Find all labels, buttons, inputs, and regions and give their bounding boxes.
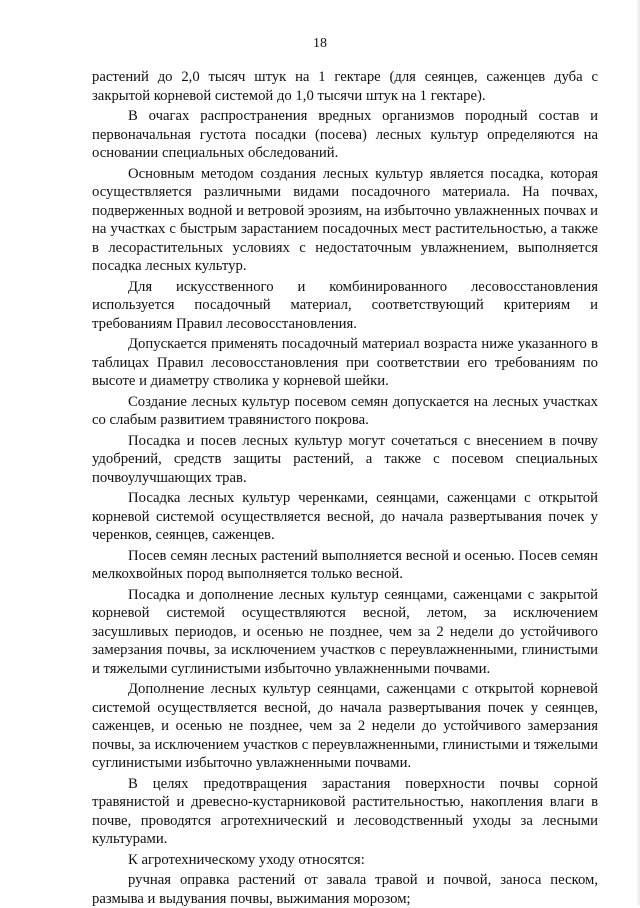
paragraph: Посев семян лесных растений выполняется весной и осенью. Посев семян мелкохвойных пород выполняется только весной. (92, 547, 598, 582)
paragraph: ручная оправка растений от завала травой и почвой, заноса песком, размыва и выдувания почвы, выжимания морозом; (92, 872, 598, 907)
page-number: 18 (313, 36, 327, 51)
paragraph: К агротехническому уходу относятся: (128, 851, 365, 868)
document-body (92, 68, 598, 908)
paragraph: Посадка и дополнение лесных культур сеянцами, саженцами с закрытой корневой системой осуществляются весной, летом, за исключением засушливых периодов, и осенью не позднее, чем за 2 недели до устойчивого замерзания почвы, за исключением участков с переувлажненными, глинистыми и тяжелыми суглинистыми избыточно увлажненными почвами. (92, 586, 598, 677)
paragraph: растений до 2,0 тысяч штук на 1 гектаре (для сеянцев, саженцев дуба с закрытой корневой системой до 1,0 тысячи штук на 1 гектаре). (92, 69, 598, 104)
paragraph: Создание лесных культур посевом семян допускается на лесных участках со слабым развитием травянистого покрова. (92, 393, 598, 428)
paragraph: Допускается применять посадочный материал возраста ниже указанного в таблицах Правил лесовосстановления при соответствии его требованиям по высоте и диаметру стволика у корневой шейки. (92, 336, 598, 389)
scan-edge-shadow (636, 0, 640, 905)
paragraph: Основным методом создания лесных культур является посадка, которая осуществляется различными видами посадочного материала. На почвах, подверженных водной и ветровой эрозиям, на избыточно увлажненных почвах и на участках с быстрым зарастанием посадочных мест растительностью, а также в лесорастительных условиях с недостаточным увлажнением, выполняется посадка лесных культур. (92, 165, 598, 274)
paragraph: В целях предотвращения зарастания поверхности почвы сорной травянистой и древесно-кустарниковой растительностью, накопления влаги в почве, проводятся агротехнический и лесоводственный уходы за лесными культурами. (92, 775, 598, 847)
paragraph: Посадка лесных культур черенками, сеянцами, саженцами с открытой корневой системой осуществляется весной, до начала развертывания почек у черенков, сеянцев, саженцев. (92, 490, 598, 543)
paragraph: Дополнение лесных культур сеянцами, саженцами с открытой корневой системой осуществляется весной, до начала развертывания почек у сеянцев, саженцев, и осенью не позднее, чем за 2 недели до устойчивого замерзания почвы, за исключением участков с переувлажненными, глинистыми и тяжелыми суглинистыми избыточно увлажненными почвами. (92, 681, 598, 771)
paragraph: Посадка и посев лесных культур могут сочетаться с внесением в почву удобрений, средств защиты растений, а также с посевом специальных почвоулучшающих трав. (92, 432, 598, 486)
paragraph: Для искусственного и комбинированного лесовосстановления используется посадочный материал, соответствующий критериям и требованиям Правил лесовосстановления. (92, 278, 598, 332)
paragraph: В очагах распространения вредных организмов породный состав и первоначальная густота посадки (посева) лесных культур определяются на основании специальных обследований. (92, 108, 598, 161)
